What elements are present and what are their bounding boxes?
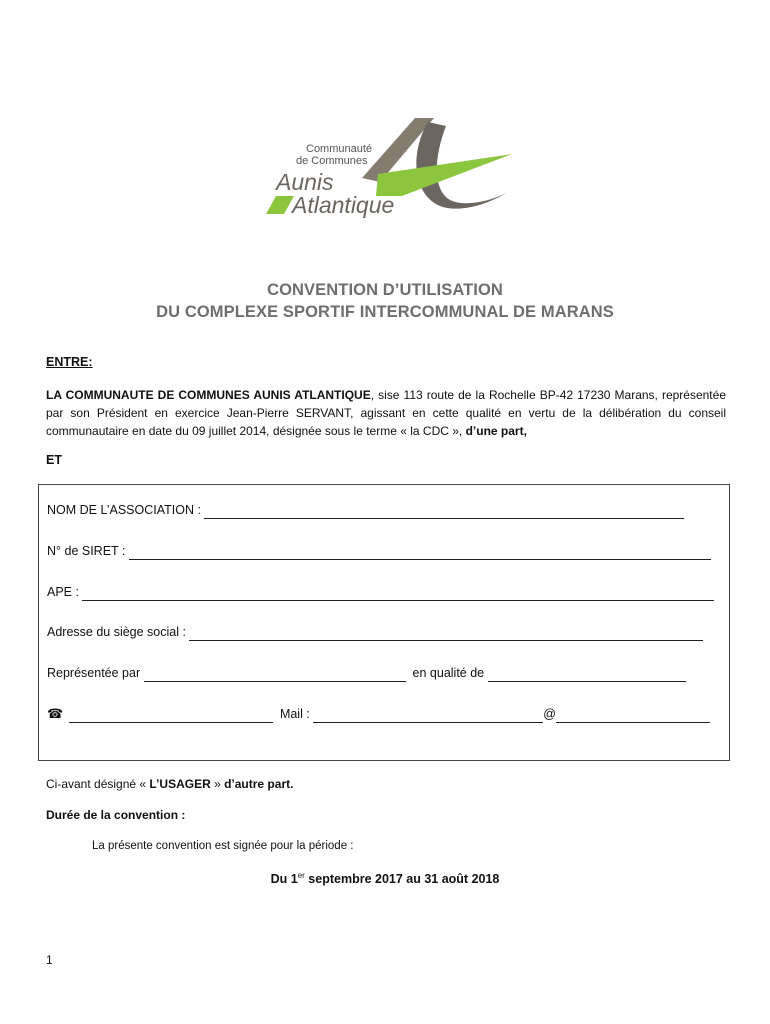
association-name-field[interactable] (204, 504, 684, 519)
association-name-row (47, 501, 684, 519)
phone-icon: ☎ (47, 706, 64, 721)
at-sign: @ (543, 707, 556, 721)
mail-user-field[interactable] (313, 708, 543, 723)
dates-sup: er (297, 871, 305, 880)
et-heading: ET (46, 453, 62, 467)
ape-label: APE : (47, 585, 83, 599)
logo-text-1: Communauté (306, 143, 373, 155)
entre-heading: ENTRE: (46, 355, 93, 369)
qualite-field[interactable] (488, 667, 686, 682)
ape-field[interactable] (82, 586, 714, 601)
dates-suffix: septembre 2017 au 31 août 2018 (304, 872, 500, 886)
document-title-line-2: DU COMPLEXE SPORTIF INTERCOMMUNAL DE MARANS (156, 303, 614, 321)
party-name: LA COMMUNAUTE DE COMMUNES AUNIS ATLANTIQUE (46, 388, 371, 402)
usager-name: L’USAGER (149, 777, 211, 791)
period-dates (0, 871, 770, 886)
siret-field[interactable] (129, 545, 711, 560)
siege-field[interactable] (189, 626, 703, 641)
party-text: , sise 113 route de la Rochelle BP-42 17230 Marans, représentée par son Président en exercice Jean-Pierre SERVANT, agissant en cette qualité en vertu de la délibération du conseil communautaire en date du 09 juillet 2014, désignée sous le terme « la CDC », (46, 388, 726, 438)
dates-prefix: Du 1 (270, 872, 298, 886)
document-title-line-1: CONVENTION D’UTILISATION (267, 281, 503, 299)
logo-text-4: Atlantique (292, 192, 395, 218)
ape-row (47, 583, 714, 601)
representee-label: Représentée par (47, 666, 144, 680)
page-number: 1 (46, 953, 53, 967)
contact-row (47, 705, 710, 723)
usager-line (46, 777, 293, 791)
siege-row (47, 623, 703, 641)
party-paragraph (46, 386, 726, 440)
usager-tail: d’autre part. (224, 777, 294, 791)
usager-prefix: Ci-avant désigné « (46, 777, 150, 791)
usager-suffix: » (210, 777, 225, 791)
association-form-box (38, 484, 730, 761)
qualite-label: en qualité de (405, 666, 488, 680)
siege-label: Adresse du siège social : (47, 625, 190, 639)
representee-row (47, 664, 686, 682)
cdc-aunis-atlantique-logo (250, 112, 520, 224)
phone-field[interactable] (69, 708, 273, 723)
entre-label: ENTRE (46, 355, 89, 369)
siret-label: N° de SIRET : (47, 544, 129, 558)
party-tail: d’une part, (465, 424, 527, 438)
periode-text: La présente convention est signée pour la période : (92, 840, 354, 852)
logo-text-3: Aunis (276, 169, 334, 195)
association-name-label: NOM DE L’ASSOCIATION : (47, 503, 205, 517)
mail-label: Mail : (273, 707, 314, 721)
siret-row (47, 542, 711, 560)
mail-domain-field[interactable] (556, 708, 710, 723)
logo-text-2: de Communes (296, 155, 368, 167)
representee-field[interactable] (144, 667, 406, 682)
duree-heading: Durée de la convention : (46, 808, 186, 822)
